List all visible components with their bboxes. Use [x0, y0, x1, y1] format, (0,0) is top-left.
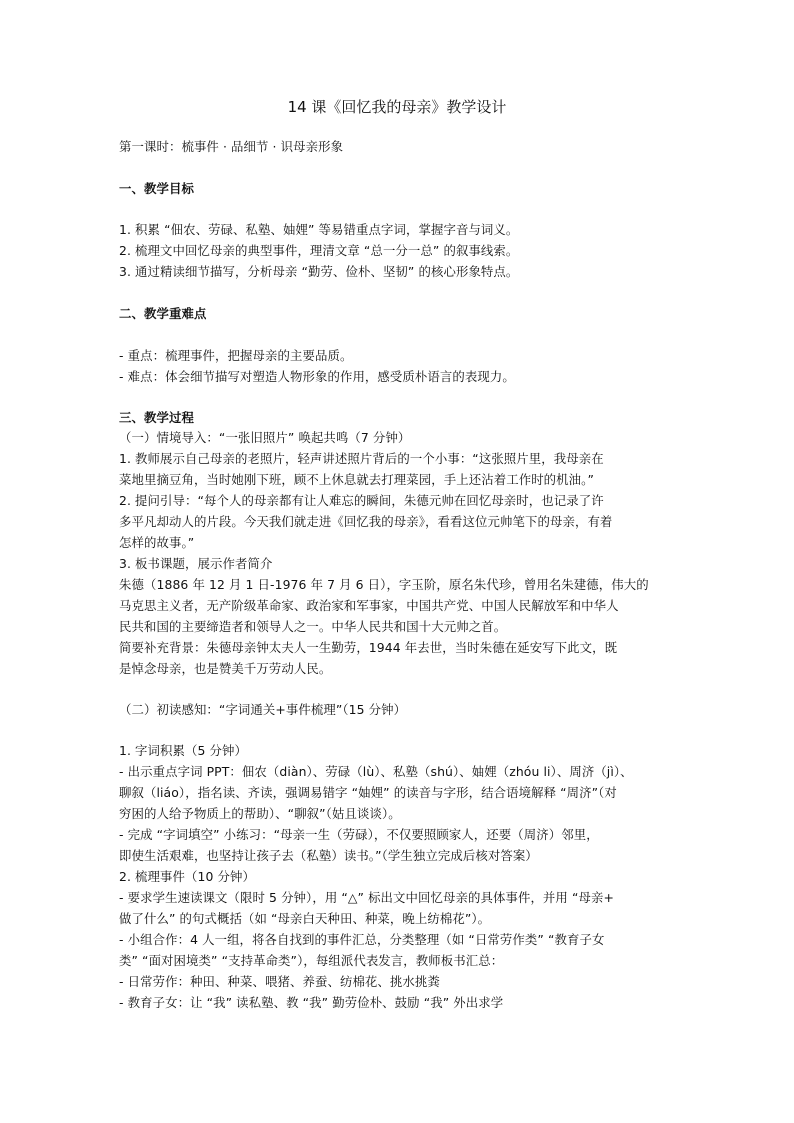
- section-heading-goals: 一、教学目标: [119, 181, 194, 196]
- process-part2-heading: （二）初读感知：“字词通关+事件梳理”（15 分钟）: [119, 702, 407, 717]
- process-line: 类” “面对困境类” “支持革命类”），每组派代表发言，教师板书汇总：: [119, 953, 504, 968]
- process-line: 3. 板书课题，展示作者简介: [119, 556, 273, 571]
- process-line: 1. 字词积累（5 分钟）: [119, 743, 248, 758]
- process-line: - 要求学生速读课文（限时 5 分钟），用 “△” 标出文中回忆母亲的具体事件，并用 “母亲+: [119, 890, 614, 905]
- process-line: 1. 教师展示自己母亲的老照片，轻声讲述照片背后的一个小事：“这张照片里，我母亲在: [119, 451, 604, 466]
- goal-item: 2. 梳理文中回忆母亲的典型事件，理清文章 “总一分一总” 的叙事线索。: [119, 243, 519, 258]
- process-line: - 日常劳作：种田、种菜、喂猪、养蚕、纺棉花、挑水挑粪: [119, 974, 440, 989]
- document-title: 14 课《回忆我的母亲》教学设计: [287, 98, 507, 116]
- process-line: 2. 提问引导：“每个人的母亲都有让人难忘的瞬间，朱德元帅在回忆母亲时，也记录了许: [119, 493, 604, 508]
- process-line: 朱德（1886 年 12 月 1 日-1976 年 7 月 6 日），字玉阶，原名朱代珍，曾用名朱建德，伟大的: [119, 577, 649, 592]
- process-line: 是悼念母亲，也是赞美千万劳动人民。: [119, 661, 332, 676]
- process-line: 简要补充背景：朱德母亲钟太夫人一生勤劳，1944 年去世，当时朱德在延安写下此文，既: [119, 640, 618, 655]
- process-line: 民共和国的主要缔造者和领导人之一。中华人民共和国十大元帅之首。: [119, 619, 507, 634]
- lesson-subtitle: 第一课时：梳事件 · 品细节 · 识母亲形象: [119, 139, 344, 154]
- process-line: 马克思主义者，无产阶级革命家、政治家和军事家，中国共产党、中国人民解放军和中华人: [119, 598, 619, 613]
- section-heading-key-points: 二、教学重难点: [119, 306, 207, 321]
- process-line: - 小组合作：4 人一组，将各自找到的事件汇总，分类整理（如 “日常劳作类” “教育子女: [119, 932, 605, 947]
- process-line: 2. 梳理事件（10 分钟）: [119, 869, 255, 884]
- process-line: 做了什么” 的句式概括（如 “母亲白天种田、种菜，晚上纺棉花”）。: [119, 911, 491, 926]
- process-line: 怎样的故事。”: [119, 535, 195, 550]
- goal-item: 3. 通过精读细节描写，分析母亲 “勤劳、俭朴、坚韧” 的核心形象特点。: [119, 264, 519, 279]
- process-line: - 教育子女：让 “我” 读私塾、教 “我” 勤劳俭朴、鼓励 “我” 外出求学: [119, 995, 504, 1010]
- process-line: 聊叙（liáo），指名读、齐读，强调易错字 “妯娌” 的读音与字形，结合语境解释 “周济”（对: [119, 785, 617, 800]
- goal-item: 1. 积累 “佃农、劳碌、私塾、妯娌” 等易错重点字词，掌握字音与词义。: [119, 222, 519, 237]
- process-line: 穷困的人给予物质上的帮助）、“聊叙”（姑且谈谈）。: [119, 806, 401, 821]
- section-heading-process: 三、教学过程: [119, 410, 194, 425]
- key-point-item: - 重点：梳理事件，把握母亲的主要品质。: [119, 348, 353, 363]
- key-point-item: - 难点：体会细节描写对塑造人物形象的作用，感受质朴语言的表现力。: [119, 369, 515, 384]
- process-line: 菜地里摘豆角，当时她刚下班，顾不上休息就去打理菜园，手上还沾着工作时的机油。”: [119, 472, 594, 487]
- process-line: 多平凡却动人的片段。今天我们就走进《回忆我的母亲》，看看这位元帅笔下的母亲，有着: [119, 514, 613, 529]
- process-line: （一）情境导入：“一张旧照片” 唤起共鸣（7 分钟）: [119, 430, 411, 445]
- process-line: - 完成 “字词填空” 小练习：“母亲一生（劳碌），不仅要照顾家人，还要（周济）邻里，: [119, 827, 599, 842]
- process-line: - 出示重点字词 PPT：佃农（diàn）、劳碌（lù）、私塾（shú）、妯娌（zhóu li）、周济（jì）、: [119, 764, 633, 779]
- process-line: 即使生活艰难，也坚持让孩子去（私塾）读书。”（学生独立完成后核对答案）: [119, 848, 538, 863]
